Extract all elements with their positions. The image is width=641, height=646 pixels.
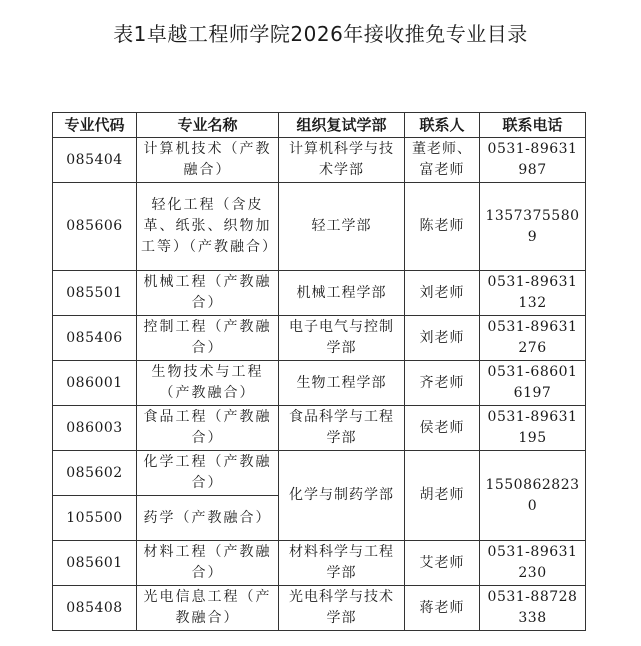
contact-person: 艾老师 [405,541,480,586]
contact-person: 侯老师 [405,406,480,451]
header-contact: 联系人 [405,113,480,138]
major-name: 药学（产教融合） [137,496,279,541]
contact-phone: 0531-89631987 [480,138,586,183]
table-row [53,316,586,361]
major-code: 086003 [53,406,137,451]
contact-person: 齐老师 [405,361,480,406]
major-code: 085602 [53,451,137,496]
table-row [53,361,586,406]
table-row [53,451,586,496]
major-name: 机械工程（产教融合） [137,271,279,316]
table-row [53,183,586,271]
major-name: 化学工程（产教融合） [137,451,279,496]
major-code: 085606 [53,183,137,271]
contact-person: 胡老师 [405,451,480,541]
contact-phone: 0531-89631276 [480,316,586,361]
major-code: 085404 [53,138,137,183]
department: 轻工学部 [279,183,405,271]
major-name: 食品工程（产教融合） [137,406,279,451]
contact-phone: 0531-89631230 [480,541,586,586]
header-code: 专业代码 [53,113,137,138]
table-row [53,138,586,183]
contact-phone: 0531-88728338 [480,586,586,631]
contact-phone: 13573755809 [480,183,586,271]
major-code: 085406 [53,316,137,361]
major-name: 轻化工程（含皮革、纸张、织物加工等）（产教融合） [137,183,279,271]
contact-phone: 0531-89631195 [480,406,586,451]
major-code: 085601 [53,541,137,586]
contact-person: 蒋老师 [405,586,480,631]
contact-phone: 0531-89631132 [480,271,586,316]
contact-phone: 0531-686016197 [480,361,586,406]
department: 机械工程学部 [279,271,405,316]
department: 生物工程学部 [279,361,405,406]
department: 电子电气与控制学部 [279,316,405,361]
majors-table [52,112,586,631]
contact-person: 陈老师 [405,183,480,271]
table-header-row [53,113,586,138]
major-name: 计算机技术（产教融合） [137,138,279,183]
major-name: 光电信息工程（产教融合） [137,586,279,631]
contact-person: 董老师、富老师 [405,138,480,183]
department: 计算机科学与技术学部 [279,138,405,183]
page-title: 表1卓越工程师学院2026年接收推免专业目录 [113,22,528,46]
department: 食品科学与工程学部 [279,406,405,451]
major-name: 材料工程（产教融合） [137,541,279,586]
contact-person: 刘老师 [405,271,480,316]
major-code: 085501 [53,271,137,316]
major-name: 控制工程（产教融合） [137,316,279,361]
major-name: 生物技术与工程（产教融合） [137,361,279,406]
table-row [53,271,586,316]
table-row [53,406,586,451]
department: 化学与制药学部 [279,451,405,541]
header-name: 专业名称 [137,113,279,138]
major-code: 105500 [53,496,137,541]
major-code: 085408 [53,586,137,631]
department: 材料科学与工程学部 [279,541,405,586]
contact-phone: 15508628230 [480,451,586,541]
major-code: 086001 [53,361,137,406]
header-dept: 组织复试学部 [279,113,405,138]
header-phone: 联系电话 [480,113,586,138]
table-row [53,586,586,631]
contact-person: 刘老师 [405,316,480,361]
table-row [53,541,586,586]
department: 光电科学与技术学部 [279,586,405,631]
